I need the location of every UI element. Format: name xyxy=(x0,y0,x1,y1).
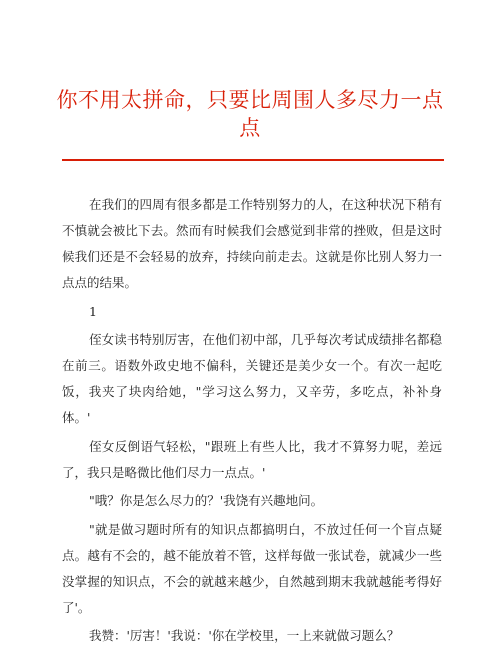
paragraph-4: "哦？你是怎么尽力的？'我饶有兴趣地问。 xyxy=(89,493,324,508)
paragraph-5: "就是做习题时所有的知识点都搞明白，不放过任何一个盲点疑点。越有不会的，越不能放着不管，这样每做一张试卷，就减少一些没掌握的知识点，不会的就越来越少，自然越到期末我就越能考得好了'。 xyxy=(62,521,442,615)
paragraph-1: 在我们的四周有很多都是工作特别努力的人，在这种状况下稍有不慎就会被比下去。然而有时候我们会感觉到非常的挫败，但是这时候我们还是不会轻易的放弃，持续向前走去。这就是你比别人努力一点点的结果。 xyxy=(62,197,442,290)
title-divider xyxy=(62,159,444,161)
document-title: 你不用太拼命，只要比周围人多尽力一点点 xyxy=(56,88,444,140)
paragraph-2: 侄女读书特别厉害，在他们初中部，几乎每次考试成绩排名都稳在前三。语数外政史地不偏科，关键还是美少女一个。有次一起吃饭，我夹了块肉给她，"学习这么努力，又辛劳，多吃点，补补身体。' xyxy=(62,332,442,425)
document-body xyxy=(62,192,442,652)
section-number: 1 xyxy=(89,303,97,319)
paragraph-3: 侄女反倒语气轻松，"跟班上有些人比，我才不算努力呢，差远了，我只是略微比他们尽力一点点。' xyxy=(62,438,442,480)
paragraph-6: 我赞：'厉害！'我说：'你在学校里，一上来就做习题么？ xyxy=(89,628,400,643)
